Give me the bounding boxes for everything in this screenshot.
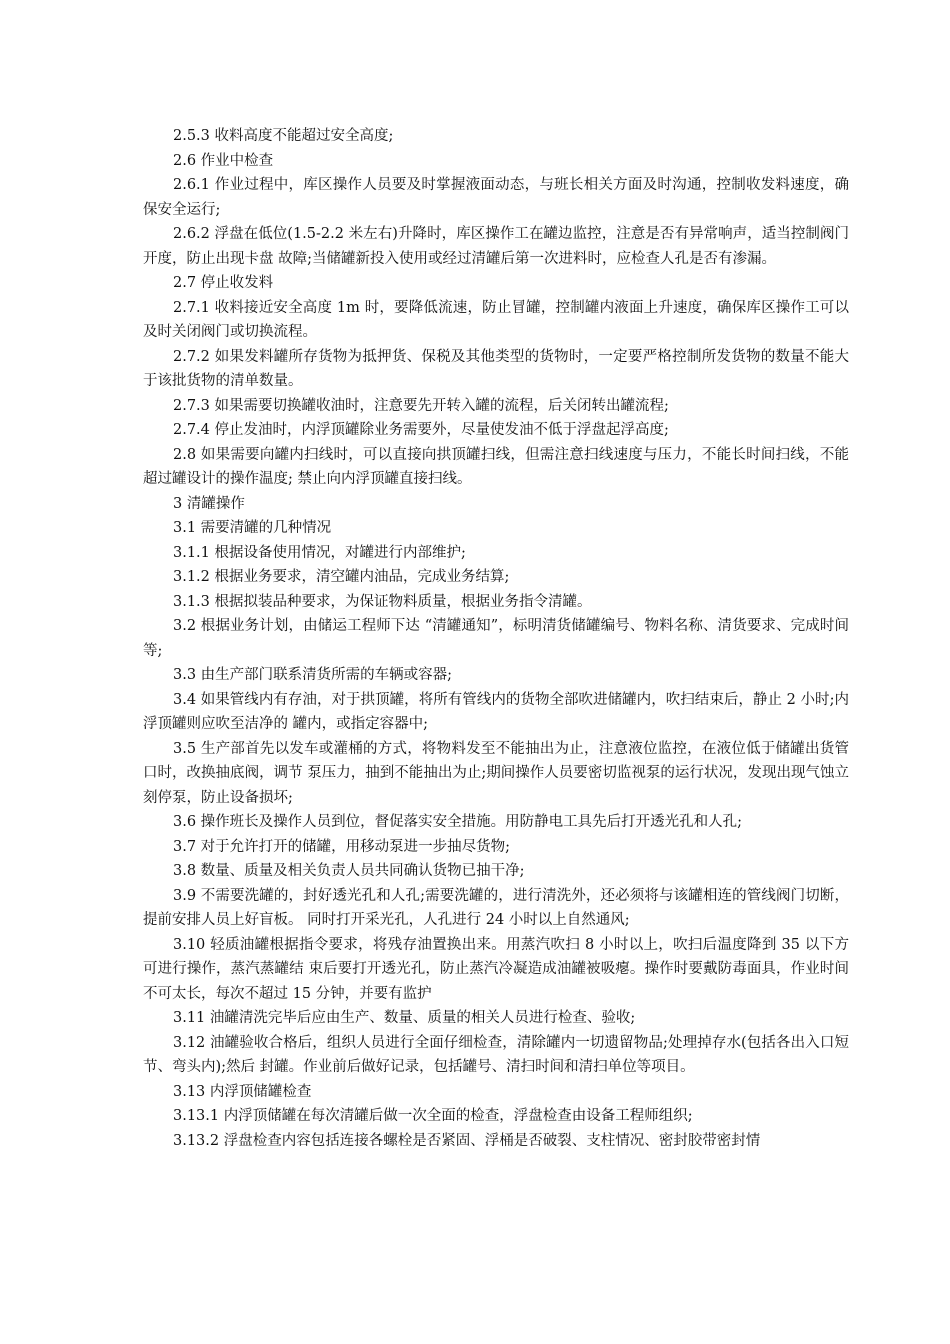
paragraph-2-7-2: 2.7.2 如果发料罐所存货物为抵押货、保税及其他类型的货物时，一定要严格控制所发货物的数量不能大于该批货物的清单数量。 bbox=[143, 348, 849, 389]
paragraph-3-13-1: 3.13.1 内浮顶储罐在每次清罐后做一次全面的检查，浮盘检查由设备工程师组织; bbox=[173, 1108, 693, 1124]
paragraph-3-1-2: 3.1.2 根据业务要求，清空罐内油品，完成业务结算; bbox=[173, 569, 510, 585]
paragraph-3-7: 3.7 对于允许打开的储罐，用移动泵进一步抽尽货物; bbox=[173, 838, 511, 855]
paragraph-3-10: 3.10 轻质油罐根据指令要求，将残存油置换出来。用蒸汽吹扫 8 小时以上，吹扫后温度降到 35 以下方可进行操作，蒸汽蒸罐结 束后要打开透光孔，防止蒸汽冷凝造成油罐被吸瘪。操作时要戴防毒面具，作业时间不可太长，每次不超过 15 分钟，并要有监护 bbox=[143, 936, 849, 1002]
paragraph-3-9: 3.9 不需要洗罐的，封好透光孔和人孔;需要洗罐的，进行清洗外，还必须将与该罐相连的管线阀门切断，提前安排人员上好盲板。 同时打开采光孔，人孔进行 24 小时以上自然通风; bbox=[143, 887, 849, 928]
paragraph-2-7-1: 2.7.1 收料接近安全高度 1m 时，要降低流速，防止冒罐，控制罐内液面上升速度，确保库区操作工可以及时关闭阀门或切换流程。 bbox=[143, 299, 849, 340]
heading-3-1: 3.1 需要清罐的几种情况 bbox=[173, 520, 332, 536]
paragraph-3-13-2: 3.13.2 浮盘检查内容包括连接各螺栓是否紧固、浮桶是否破裂、支柱情况、密封胶带密封情 bbox=[173, 1132, 761, 1149]
paragraph-2-8: 2.8 如果需要向罐内扫线时，可以直接向拱顶罐扫线，但需注意扫线速度与压力，不能长时间扫线，不能超过罐设计的操作温度; 禁止向内浮顶罐直接扫线。 bbox=[143, 446, 849, 487]
paragraph-2-6-2: 2.6.2 浮盘在低位(1.5-2.2 米左右)升降时，库区操作工在罐边监控，注意是否有异常响声，适当控制阀门开度，防止出现卡盘 故障;当储罐新投入使用或经过清罐后第一次进料时，应检查人孔是否有渗漏。 bbox=[143, 226, 849, 267]
paragraph-3-8: 3.8 数量、质量及相关负责人员共同确认货物已抽干净; bbox=[173, 863, 525, 879]
paragraph-3-3: 3.3 由生产部门联系清货所需的车辆或容器; bbox=[173, 667, 453, 683]
paragraph-2-6-1: 2.6.1 作业过程中，库区操作人员要及时掌握液面动态，与班长相关方面及时沟通，控制收发料速度，确保安全运行; bbox=[143, 177, 849, 218]
document-body bbox=[143, 124, 849, 1153]
paragraph-3-4: 3.4 如果管线内有存油，对于拱顶罐，将所有管线内的货物全部吹进储罐内，吹扫结束后，静止 2 小时;内浮顶罐则应吹至洁净的 罐内，或指定容器中; bbox=[143, 691, 849, 732]
heading-2-6: 2.6 作业中检查 bbox=[173, 152, 274, 169]
paragraph-3-5: 3.5 生产部首先以发车或灌桶的方式，将物料发至不能抽出为止，注意液位监控，在液位低于储罐出货管口时，改换抽底阀，调节 泵压力，抽到不能抽出为止;期间操作人员要密切监视泵的运行状况，发现出现气蚀立刻停泵，防止设备损坏; bbox=[143, 740, 849, 806]
paragraph-3-1-1: 3.1.1 根据设备使用情况，对罐进行内部维护; bbox=[173, 544, 466, 561]
paragraph-2-5-3: 2.5.3 收料高度不能超过安全高度; bbox=[173, 128, 394, 144]
heading-3-13: 3.13 内浮顶储罐检查 bbox=[173, 1083, 312, 1100]
paragraph-3-1-3: 3.1.3 根据拟装品种要求，为保证物料质量，根据业务指令清罐。 bbox=[173, 593, 592, 610]
paragraph-2-7-4: 2.7.4 停止发油时，内浮顶罐除业务需要外，尽量使发油不低于浮盘起浮高度; bbox=[173, 422, 669, 438]
paragraph-3-12: 3.12 油罐验收合格后，组织人员进行全面仔细检查，清除罐内一切遗留物品;处理掉存水(包括各出入口短节、弯头内);然后 封罐。作业前后做好记录，包括罐号、清扫时间和清扫单位等项目。 bbox=[143, 1034, 849, 1075]
paragraph-2-7-3: 2.7.3 如果需要切换罐收油时，注意要先开转入罐的流程，后关闭转出罐流程; bbox=[173, 397, 669, 414]
paragraph-3-2: 3.2 根据业务计划，由储运工程师下达 “清罐通知”，标明清货储罐编号、物料名称、清货要求、完成时间等; bbox=[143, 618, 849, 659]
paragraph-3-11: 3.11 油罐清洗完毕后应由生产、数量、质量的相关人员进行检查、验收; bbox=[173, 1010, 636, 1026]
heading-2-7: 2.7 停止收发料 bbox=[173, 275, 274, 291]
heading-3: 3 清罐操作 bbox=[173, 495, 245, 512]
paragraph-3-6: 3.6 操作班长及操作人员到位，督促落实安全措施。用防静电工具先后打开透光孔和人孔; bbox=[173, 814, 743, 830]
